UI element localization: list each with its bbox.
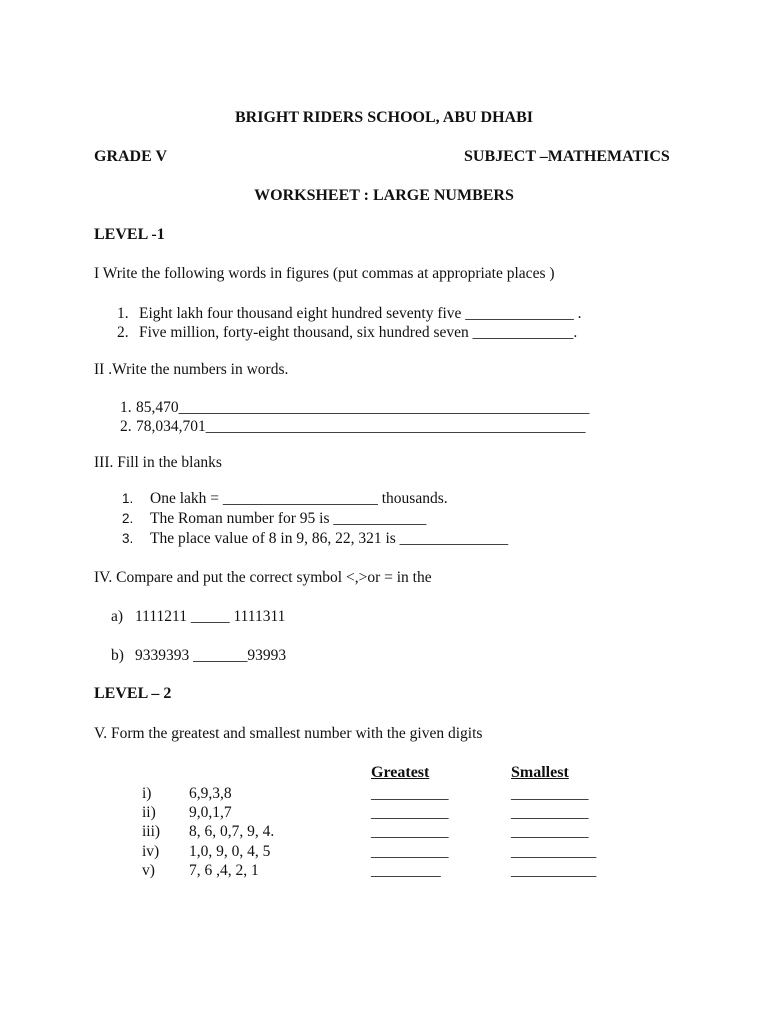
grade-label: GRADE V [94,148,168,165]
row-number: iii) [142,823,161,840]
item-text: Eight lakh four thousand eight hundred seventy five ______________ . [139,305,582,322]
item-text: Five million, forty-eight thousand, six hundred seven _____________. [139,324,578,341]
greatest-blank: __________ [371,785,449,802]
row-digits: 1,0, 9, 0, 4, 5 [189,843,271,860]
question-1-item [117,305,582,323]
question-2-prompt: II .Write the numbers in words. [94,361,289,378]
greatest-column-header: Greatest [371,764,430,781]
item-text: One lakh = ____________________ thousands. [150,490,448,507]
row-digits: 9,0,1,7 [189,804,232,821]
row-digits: 7, 6 ,4, 2, 1 [189,862,259,879]
smallest-column-header: Smallest [511,764,569,781]
question-1-item [117,324,577,342]
greatest-blank: __________ [371,843,449,860]
row-digits: 8, 6, 0,7, 9, 4. [189,823,275,840]
item-number: 2. [120,418,132,435]
question-5-prompt: V. Form the greatest and smallest number with the given digits [94,725,483,742]
smallest-blank: __________ [511,785,589,802]
item-text: The Roman number for 95 is ____________ [150,510,427,527]
question-4-prompt: IV. Compare and put the correct symbol <,>or = in the [94,569,432,586]
question-1-prompt: I Write the following words in figures (put commas at appropriate places ) [94,265,555,282]
item-text: The place value of 8 in 9, 86, 22, 321 is ______________ [150,530,509,547]
row-number: i) [142,785,152,802]
item-number: 1. [117,305,129,322]
worksheet-title: WORKSHEET : LARGE NUMBERS [254,187,514,204]
greatest-blank: __________ [371,804,449,821]
item-number: 1. [120,399,132,416]
level-1-heading: LEVEL -1 [94,226,165,243]
question-4-item [111,608,285,626]
smallest-blank: __________ [511,823,589,840]
item-text: 1111211 _____ 1111311 [135,608,286,625]
row-number: v) [142,862,155,879]
question-4-item [111,647,286,665]
row-number: iv) [142,843,160,860]
smallest-blank: ___________ [511,843,597,860]
level-2-heading: LEVEL – 2 [94,685,172,702]
item-number: b) [111,647,124,664]
question-3-item [122,510,426,528]
item-text: 85,470_____________________________________________________ [136,399,590,416]
item-text: 9339393 _______93993 [135,647,287,664]
smallest-blank: __________ [511,804,589,821]
question-2-item [120,418,586,436]
smallest-blank: ___________ [511,862,597,879]
school-title: BRIGHT RIDERS SCHOOL, ABU DHABI [235,109,533,126]
item-number: 2. [122,511,134,526]
greatest-blank: _________ [371,862,441,879]
item-text: 78,034,701_________________________________________________ [136,418,586,435]
question-3-prompt: III. Fill in the blanks [94,454,222,471]
row-number: ii) [142,804,156,821]
question-3-item [122,530,508,548]
item-number: 2. [117,324,129,341]
item-number: 3. [122,531,134,546]
question-3-item [122,490,448,508]
item-number: a) [111,608,124,625]
question-2-item [120,399,589,417]
greatest-blank: __________ [371,823,449,840]
item-number: 1. [122,491,134,506]
subject-label: SUBJECT –MATHEMATICS [464,148,670,165]
row-digits: 6,9,3,8 [189,785,232,802]
